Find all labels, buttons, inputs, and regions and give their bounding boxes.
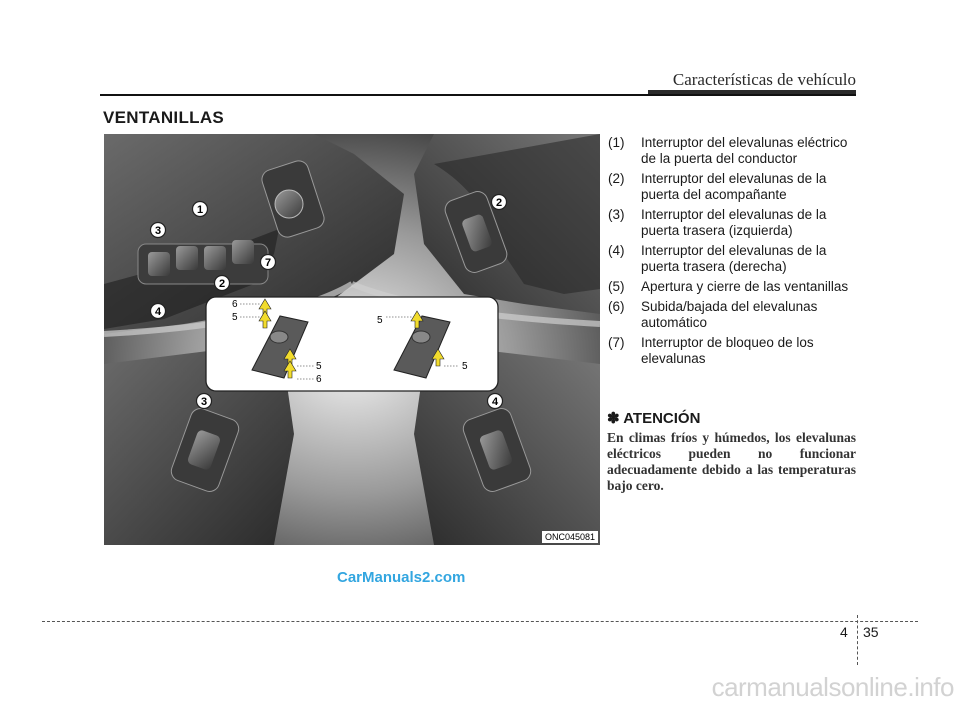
section-title: VENTANILLAS — [103, 108, 225, 127]
asterisk-icon: ✽ — [607, 410, 620, 427]
callout-2-passenger — [492, 195, 507, 210]
label-6-top: 6 — [232, 299, 238, 310]
window-switches-figure — [104, 134, 600, 545]
site-watermark: carmanualsonline.info — [711, 672, 954, 702]
list-item: (2) Interruptor del elevalunas de la puerta del acompañante — [608, 171, 827, 202]
svg-text:2: 2 — [218, 278, 226, 290]
svg-text:4: 4 — [491, 396, 499, 408]
list-item: (6) Subida/bajada del elevalunas automático — [608, 299, 818, 330]
svg-text:7: 7 — [264, 257, 272, 269]
callout-1 — [193, 202, 208, 217]
carmanuals-watermark-link[interactable]: CarManuals2.com — [337, 569, 466, 586]
svg-text:2: 2 — [495, 197, 503, 209]
svg-text:1: 1 — [196, 204, 204, 216]
label-5-top: 5 — [232, 312, 238, 323]
label-6-bottom: 6 — [316, 374, 322, 385]
list-item: (4) Interruptor del elevalunas de la puerta trasera (derecha) — [608, 243, 827, 274]
label-5-switch-b-bottom: 5 — [462, 361, 468, 372]
header-rule — [100, 94, 856, 96]
detail-inset — [206, 297, 498, 391]
callout-4-driver — [151, 304, 166, 319]
callout-3-driver — [151, 223, 166, 238]
figure-code: ONC045081 — [542, 531, 598, 543]
svg-text:3: 3 — [200, 396, 208, 408]
svg-text:3: 3 — [154, 225, 162, 237]
list-item: (3) Interruptor del elevalunas de la puerta trasera (izquierda) — [608, 207, 827, 238]
callout-7 — [261, 255, 276, 270]
attention-title: ✽ ATENCIÓN — [607, 410, 701, 427]
callout-2-driver — [215, 276, 230, 291]
callout-4-rear-right — [488, 394, 503, 409]
component-list — [608, 135, 858, 371]
label-5-bottom: 5 — [316, 361, 322, 372]
footer-dashed-rule — [42, 621, 918, 622]
list-item: (1) Interruptor del elevalunas eléctrico de la puerta del conductor — [608, 135, 848, 166]
attention-text: En climas fríos y húmedos, los elevalunas eléctricos pueden no funcionar adecuadamente debido a las temperaturas bajo cero. — [607, 430, 856, 493]
page-chapter: 4 — [840, 624, 848, 640]
chapter-title: Características de vehículo — [672, 70, 856, 89]
label-5-switch-b-top: 5 — [377, 315, 383, 326]
page-number: 35 — [863, 624, 879, 640]
svg-text:4: 4 — [154, 306, 162, 318]
list-item: (5) Apertura y cierre de las ventanillas — [608, 279, 849, 294]
figure-illustration — [104, 134, 600, 545]
footer-vertical-divider — [857, 615, 858, 665]
list-item: (7) Interruptor de bloqueo de los elevalunas — [608, 335, 814, 366]
callout-3-rear-left — [197, 394, 212, 409]
